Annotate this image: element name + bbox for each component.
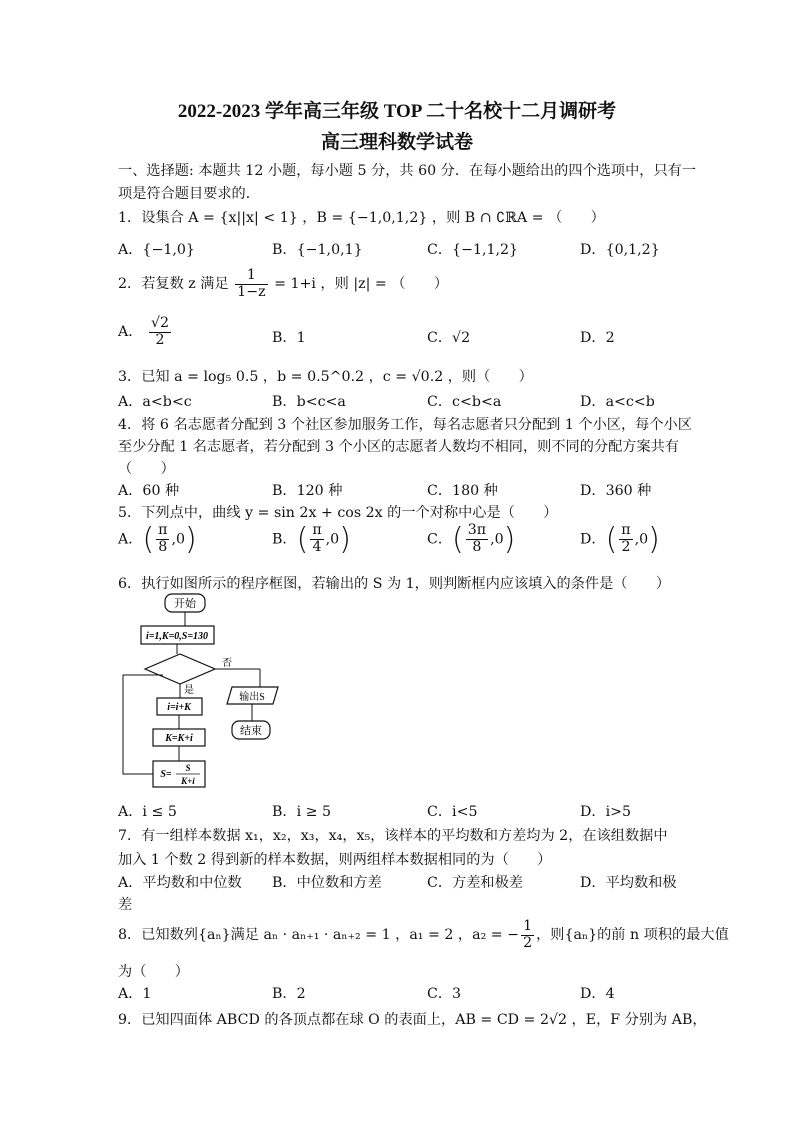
flow-decision-diamond — [145, 654, 215, 684]
q5-option-d-den: 2 — [621, 539, 631, 555]
q4-line3: （ ） — [118, 461, 175, 477]
q2-fraction — [235, 268, 267, 300]
q5-option-b-num: π — [312, 522, 322, 539]
flow-start-label: 开始 — [174, 598, 196, 610]
exam-title-line1: 2022-2023 学年高三年级 TOP 二十名校十二月调研考 — [177, 101, 617, 122]
q9-line1: 9．已知四面体 ABCD 的各顶点都在球 O 的表面上，AB = CD = 2√2 ，E，F 分别为 AB， — [118, 1012, 707, 1028]
q5-option-a-den: 8 — [158, 539, 168, 555]
q8-stem-post: ，则{aₙ}的前 n 项积的最大值 — [536, 927, 729, 944]
q8-stem-pre: 8．已知数列{aₙ}满足 aₙ · aₙ₊₁ · aₙ₊₂ = 1 ，a₁ = 2 ，a₂ = − — [118, 927, 520, 944]
q7-option-b: B．中位数和方差 — [272, 875, 382, 891]
q5-stem: 5．下列点中，曲线 y = sin 2x + cos 2x 的一个对称中心是（ ） — [118, 505, 558, 521]
q5-option-c-den: 8 — [472, 539, 482, 555]
q4-option-a: A．60 种 — [118, 483, 180, 499]
q4-option-c: C．180 种 — [427, 483, 498, 499]
q6-option-d: D．i>5 — [580, 804, 632, 820]
q8-fraction-den: 2 — [523, 934, 533, 951]
q5-option-a: A．( $\frac{\pi}{8}$ ,0) — [118, 522, 197, 557]
q2-stem — [118, 268, 448, 300]
flow-end-label: 结束 — [240, 725, 262, 737]
q7-option-d: D．平均数和极 — [580, 875, 677, 891]
q5-option-d-num: π — [621, 522, 631, 539]
q3-option-d: D．a<c<b — [580, 394, 655, 410]
q2-stem-post: = 1+i ，则 |z| = （ ） — [274, 276, 449, 293]
q5-option-d: D．( $\frac{\pi}{2}$ ,0) — [580, 522, 660, 557]
q3-option-b: B．b<c<a — [272, 394, 346, 410]
exam-title-line2: 高三理科数学试卷 — [320, 132, 473, 153]
q1-stem: 1．设集合 A = {x||x| < 1} ，B = {−1,0,1,2} ，则 B ∩ ∁ℝA = （ ） — [118, 210, 605, 226]
q3-option-a: A．a<b<c — [118, 394, 192, 410]
q8-fraction — [521, 919, 534, 951]
q5-option-b: B．( $\frac{\pi}{4}$ ,0) — [272, 522, 351, 557]
q8-option-a: A．1 — [118, 986, 152, 1002]
flow-step2-label: K=K+i — [165, 733, 193, 744]
q3-stem: 3．已知 a = log₅ 0.5 ，b = 0.5^0.2 ，c = √0.2 ，则（ ） — [118, 369, 533, 385]
q4-line2: 至少分配 1 名志愿者，若分配到 3 个小区的志愿者人数均不相同，则不同的分配方案共有 — [118, 439, 680, 455]
q5-option-c: C．( $\frac{3\pi}{8}$ ,0) — [427, 522, 516, 557]
q1-option-d: D．{0,1,2} — [580, 242, 660, 258]
q5-option-b-label: B． — [272, 531, 297, 548]
q5-option-c-label: C． — [427, 531, 453, 548]
q8-stem — [118, 919, 729, 951]
q1-option-b: B．{−1,0,1} — [272, 242, 363, 258]
q6-stem: 6．执行如图所示的程序框图，若输出的 S 为 1，则判断框内应该填入的条件是（ ） — [118, 576, 671, 592]
q1-option-c: C．{−1,1,2} — [427, 242, 519, 258]
q2-option-a-num: √2 — [150, 315, 170, 331]
flow-step3-num: S — [185, 763, 191, 773]
q2-fraction-num: 1 — [235, 268, 267, 285]
q7-line2: 加入 1 个数 2 得到新的样本数据，则两组样本数据相同的为（ ） — [118, 852, 552, 868]
q4-option-b: B．120 种 — [272, 483, 343, 499]
flow-step3-lhs: S= — [160, 769, 172, 780]
q4-option-d: D．360 种 — [580, 483, 652, 499]
q2-option-a — [118, 316, 173, 348]
flow-step1-label: i=i+K — [167, 702, 191, 713]
q2-option-a-fraction — [149, 316, 171, 348]
flow-step3-den: K+i — [181, 776, 195, 786]
q2-option-a-label: A． — [118, 324, 143, 341]
q5-option-c-num: 3π — [467, 522, 487, 539]
q8-fraction-num: 1 — [523, 918, 533, 934]
q8-option-c: C．3 — [427, 986, 462, 1002]
q2-option-b: B．1 — [272, 330, 306, 346]
q5-option-d-tail: ,0 — [634, 531, 649, 548]
q4-line1: 4．将 6 名志愿者分配到 3 个社区参加服务工作，每名志愿者只分配到 1 个小区，每个小区 — [118, 417, 692, 433]
q6-option-a: A．i ≤ 5 — [118, 804, 177, 820]
q6-option-b: B．i ≥ 5 — [272, 804, 332, 820]
q6-option-c: C．i<5 — [427, 804, 478, 820]
section-instructions-1: 一、选择题: 本题共 12 小题，每小题 5 分，共 60 分．在每小题给出的四个选项中，只有一 — [118, 163, 697, 179]
q1-option-a: A．{−1,0} — [118, 242, 195, 258]
q5-option-c-tail: ,0 — [490, 531, 504, 548]
q7-option-c: C．方差和极差 — [427, 875, 523, 891]
q5-option-b-den: 4 — [312, 539, 322, 555]
flow-no-label: 否 — [222, 658, 232, 669]
q8-option-b: B．2 — [272, 986, 306, 1002]
flowchart-diagram — [118, 593, 288, 793]
flow-yes-label: 是 — [184, 685, 194, 696]
q2-option-c: C．√2 — [427, 330, 471, 346]
q8-line2: 为（ ） — [118, 964, 189, 980]
q5-option-a-tail: ,0 — [171, 531, 186, 548]
q5-option-d-label: D． — [580, 531, 606, 548]
q7-line1: 7．有一组样本数据 x₁，x₂，x₃，x₄，x₅，该样本的平均数和方差均为 2，在该组数据中 — [118, 828, 668, 844]
q2-stem-pre: 2．若复数 z 满足 — [118, 276, 229, 293]
q5-option-a-label: A． — [118, 531, 143, 548]
flow-init-label: i=1,K=0,S=130 — [145, 631, 209, 642]
q5-option-a-num: π — [158, 522, 168, 539]
q8-option-d: D．4 — [580, 986, 615, 1002]
q2-fraction-den: 1−z — [237, 283, 266, 300]
q2-option-d: D．2 — [580, 330, 615, 346]
flow-output-label: 输出S — [239, 692, 265, 703]
q2-option-a-den: 2 — [155, 331, 165, 348]
q3-option-c: C．c<b<a — [427, 394, 502, 410]
q7-option-a: A．平均数和中位数 — [118, 875, 242, 891]
section-instructions-2: 项是符合题目要求的． — [118, 186, 260, 202]
q7-option-d-wrap: 差 — [118, 897, 133, 913]
q5-option-b-tail: ,0 — [325, 531, 340, 548]
flow-loop-line — [123, 675, 163, 774]
